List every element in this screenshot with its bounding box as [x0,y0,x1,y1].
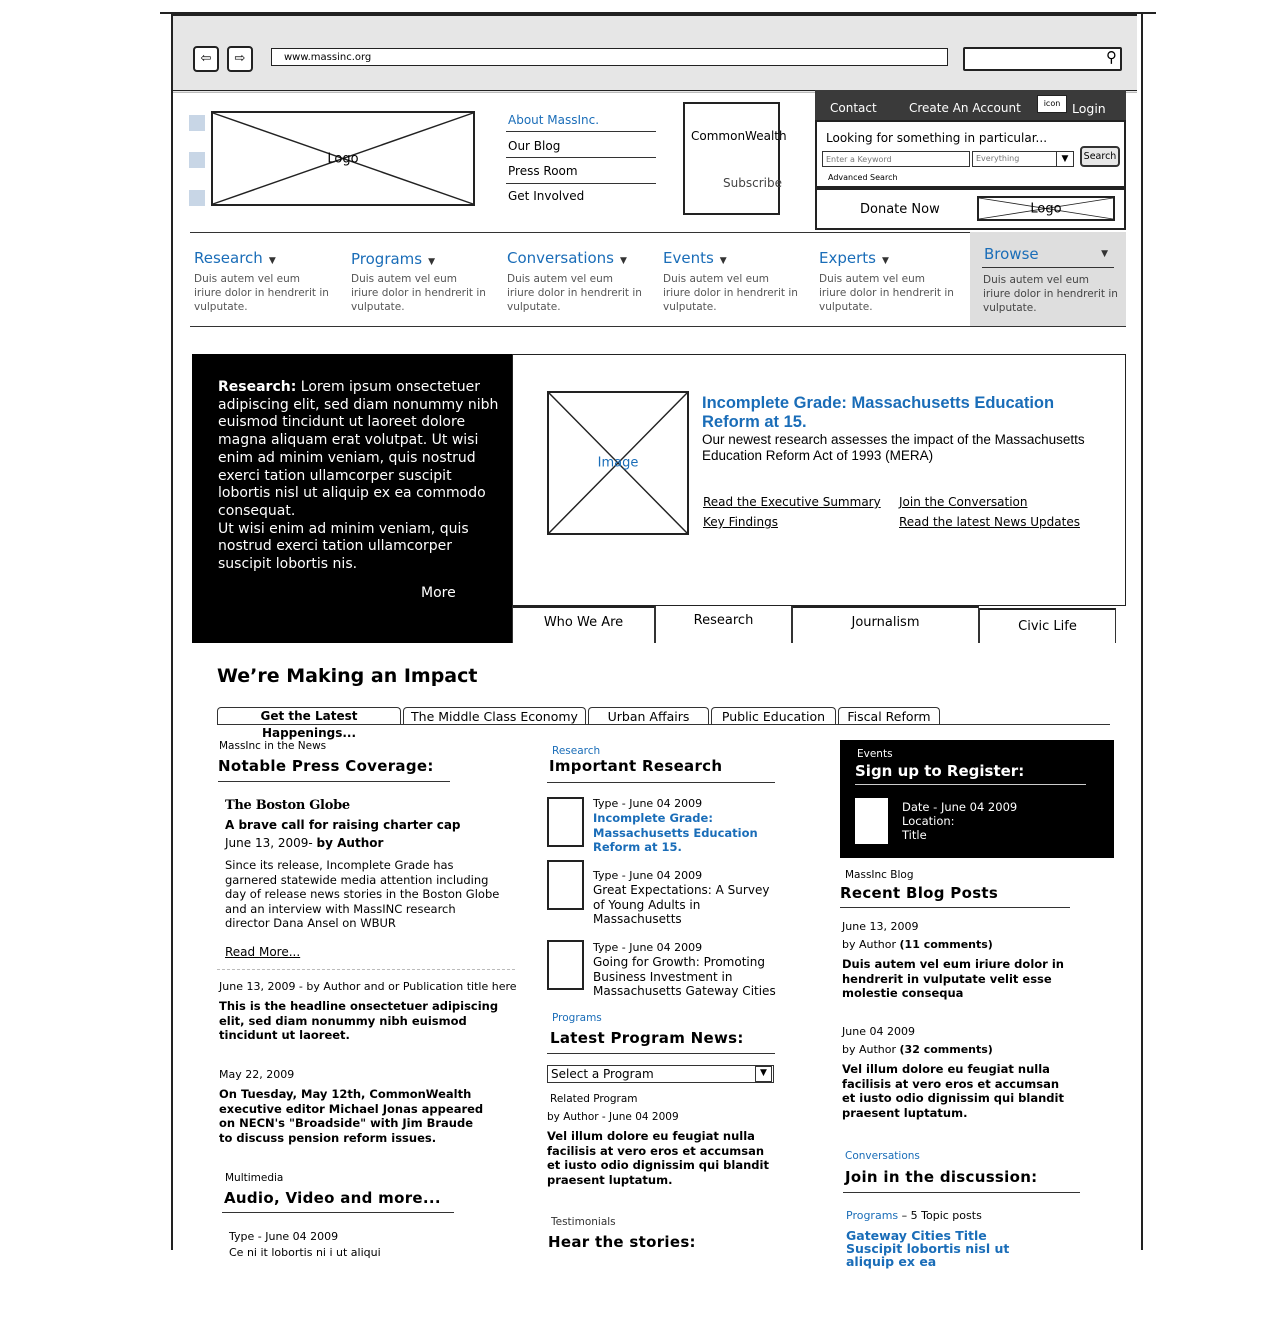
conversation-item[interactable]: Gateway Cities Title Suscipit lobortis nisl ut aliquip ex ea [846,1228,1010,1269]
site-logo[interactable] [211,111,475,206]
chevron-down-icon[interactable]: ▼ [1056,152,1073,166]
research-thumb[interactable] [547,940,584,990]
research-thumb[interactable] [547,797,584,847]
link-about[interactable]: About MassInc. [508,113,600,127]
nav-events-desc: Duis autem vel eum iriure dolor in hendrerit in vulputate. [663,273,798,313]
create-account-link[interactable]: Create An Account [909,101,1021,115]
blog-date: June 13, 2009 [842,920,919,933]
search-prompt: Looking for something in particular... [826,131,1048,145]
programs-underline [547,1053,775,1054]
nav-experts[interactable]: Experts ▼ [819,249,889,267]
link-join-conversation[interactable]: Join the Conversation [899,495,1028,509]
nav-programs[interactable]: Programs ▼ [351,250,436,268]
col1-label: MassInc in the News [219,740,327,752]
research-title[interactable]: Incomplete Grade: Massachusetts Education Reform at 15. [593,811,758,854]
forward-button[interactable]: ⇨ [227,46,253,72]
filter-middle-class-economy[interactable]: The Middle Class Economy [403,707,586,725]
link-key-findings[interactable]: Key Findings [703,515,778,529]
related-program-text[interactable]: Vel illum dolore eu feugiat nulla facilisis at vero eros et accumsan et iusto odio dignissim qui blandit praesent luptatum. [547,1129,769,1187]
col1-title: Notable Press Coverage: [218,757,434,775]
sponsor-logo-label: Logo [1030,201,1062,216]
link-executive-summary[interactable]: Read the Executive Summary [703,495,881,509]
nav-experts-desc: Duis autem vel eum iriure dolor in hendrerit in vulputate. [819,273,954,313]
blog-date: June 04 2009 [842,1025,915,1038]
tab-journalism[interactable]: Journalism [792,606,979,643]
story-title[interactable]: A brave call for raising charter cap [225,818,461,832]
col2-label[interactable]: Research [552,745,601,757]
conversations-title: Join in the discussion: [845,1168,1038,1186]
nav-events[interactable]: Events ▼ [663,249,727,267]
story-meta: June 13, 2009- by Author [225,836,384,850]
research-meta: Type - June 04 2009 [593,869,703,882]
blog-author: by Author (32 comments) [842,1043,993,1056]
blog-underline [840,907,1070,908]
item3-text[interactable]: On Tuesday, May 12th, CommonWealth executive editor Michael Jonas appeared on NECN's "Broadside" with Jim Braude to discuss pension reform issues. [219,1087,484,1145]
nav-programs-desc: Duis autem vel eum iriure dolor in hendrerit in vulputate. [351,273,486,313]
research-title[interactable]: Going for Growth: Promoting Business Investment in Massachusetts Gateway Cities [593,955,776,998]
sponsor-logo[interactable] [977,196,1115,221]
search-icon[interactable]: ⚲ [1106,48,1117,66]
nav-browse-desc: Duis autem vel eum iriure dolor in hendrerit in vulputate. [983,274,1118,314]
col2-title-underline [547,782,775,783]
back-button[interactable]: ⇦ [193,46,219,72]
research-title[interactable]: Great Expectations: A Survey of Young Adults in Massachusetts [593,883,770,926]
nav-top-divider [190,232,970,233]
feature-description: Our newest research assesses the impact of the Massachusetts Education Reform Act of 1993 (MERA) [702,432,1085,463]
research-thumb[interactable] [547,860,584,910]
user-icon: icon [1037,95,1067,113]
conversations-underline [843,1192,1080,1193]
multimedia-underline [222,1212,454,1213]
item2-text[interactable]: This is the headline onsectetuer adipiscing elit, sed diam nonummy nibh euismod tincidunt ut laoreet. [219,999,499,1042]
logo-label: Logo [327,151,359,166]
nav-research[interactable]: Research ▼ [194,249,276,267]
multimedia-cut-text: Ce ni it lobortis ni i ut aliqui [229,1246,381,1259]
testimonials-title: Hear the stories: [548,1233,696,1251]
filter-public-education[interactable]: Public Education [711,707,836,725]
link-press-room[interactable]: Press Room [508,164,578,178]
event-date: Date - June 04 2009 [902,800,1018,814]
font-size-large[interactable] [189,190,205,206]
contact-link[interactable]: Contact [830,101,877,115]
multimedia-title: Audio, Video and more... [224,1189,441,1207]
address-bar[interactable]: www.massinc.org [271,48,948,66]
filter-baseline [217,724,1110,725]
event-title[interactable]: Title [902,828,927,842]
divider [506,183,656,184]
hero-label: Research: [218,379,297,395]
program-select[interactable] [547,1065,774,1083]
chevron-down-icon: ▼ [428,257,436,267]
browser-search-field[interactable] [963,47,1122,71]
commonwealth-title: CommonWealth [691,129,787,143]
tab-civic-life[interactable]: Civic Life [979,608,1116,643]
link-get-involved[interactable]: Get Involved [508,189,585,203]
blog-label: MassInc Blog [845,869,914,881]
filter-fiscal-reform[interactable]: Fiscal Reform [838,707,940,725]
nav-conversations[interactable]: Conversations ▼ [507,249,627,267]
nav-bottom-divider [190,326,1126,327]
subscribe-link[interactable]: Subscribe [723,176,782,190]
browse-underline [982,267,1114,268]
login-link[interactable]: Login [1072,101,1106,116]
filter-urban-affairs[interactable]: Urban Affairs [588,707,709,725]
chevron-down-icon: ▼ [719,256,727,266]
item3-meta: May 22, 2009 [219,1068,295,1081]
events-underline [855,784,1086,785]
nav-research-desc: Duis autem vel eum iriure dolor in hendrerit in vulputate. [194,273,329,313]
chevron-down-icon: ▼ [1101,249,1108,259]
commonwealth-box[interactable] [683,102,787,215]
read-more-link[interactable]: Read More... [225,945,301,959]
font-size-medium[interactable] [189,152,205,168]
link-blog[interactable]: Our Blog [508,139,561,153]
tab-who-we-are[interactable]: Who We Are [512,606,655,643]
scope-select[interactable] [972,151,1074,167]
chevron-down-icon[interactable]: ▼ [755,1066,772,1082]
divider [506,157,656,158]
conversations-meta: Programs – 5 Topic posts [846,1209,982,1222]
research-meta: Type - June 04 2009 [593,941,703,954]
feature-image[interactable] [547,391,689,535]
nav-browse[interactable]: Browse ▼ [984,245,1108,263]
advanced-search-link[interactable]: Advanced Search [828,173,898,182]
link-news-updates[interactable]: Read the latest News Updates [899,515,1080,529]
event-location: Location: [902,814,955,828]
multimedia-label: Multimedia [225,1172,284,1184]
story-body: Since its release, Incomplete Grade has garnered statewide media attention including day of release news stories in the Boston Globe and an interview with MassINC research director Dana Ansel on WBUR [225,858,500,930]
events-label: Events [857,748,893,760]
divider [506,131,656,132]
item2-meta: June 13, 2009 - by Author and or Publication title here [219,980,517,993]
programs-title: Latest Program News: [550,1029,744,1047]
feature-title[interactable]: Incomplete Grade: Massachusetts Education Reform at 15. [702,394,1055,431]
donate-button[interactable]: Donate Now [860,202,940,217]
research-meta: Type - June 04 2009 [593,797,703,810]
scope-value: Everything [976,154,1020,163]
programs-label[interactable]: Programs [552,1012,602,1024]
chevron-down-icon: ▼ [268,256,276,266]
search-button[interactable]: Search [1080,146,1120,167]
event-thumb[interactable] [855,798,888,844]
conversations-label[interactable]: Conversations [845,1150,920,1162]
filter-latest-happenings[interactable]: Get the Latest Happenings... [217,707,401,725]
boston-globe-logo: The Boston Globe [225,798,350,813]
events-title: Sign up to Register: [855,762,1025,780]
multimedia-meta: Type - June 04 2009 [229,1230,339,1243]
blog-title: Recent Blog Posts [840,884,999,902]
blog-post-text[interactable]: Duis autem vel eum iriure dolor in hendrerit in vulputate velit esse molestie consequa [842,957,1064,1000]
impact-title: We’re Making an Impact [217,665,478,687]
chevron-down-icon: ▼ [620,256,627,266]
hero-text [218,379,503,574]
testimonials-label: Testimonials [551,1216,616,1228]
related-program-label: Related Program [550,1093,638,1105]
keyword-input[interactable]: Enter a Keyword [822,151,970,167]
col1-title-underline [218,781,450,782]
blog-author: by Author (11 comments) [842,938,993,951]
hero-more-link[interactable]: More [421,585,456,601]
blog-post-text[interactable]: Vel illum dolore eu feugiat nulla facilisis at vero eros et accumsan et iusto odio dignissim qui blandit praesent luptatum. [842,1062,1064,1120]
tab-research[interactable]: Research [655,606,792,643]
font-size-small[interactable] [189,115,205,131]
col2-title: Important Research [549,757,723,775]
hero-body-2: Ut wisi enim ad minim veniam, quis nostrud exerci tation ullamcorper suscipit lobortis nis. [218,520,469,573]
nav-conversations-desc: Duis autem vel eum iriure dolor in hendrerit in vulputate. [507,273,642,313]
hero-body: Lorem ipsum onsectetuer adipiscing elit, sed diam nonummy nibh euismod tincidunt ut laoreet dolore magna aliquam erat volutpat. Ut wisi enim ad minim veniam, quis nostrud exerci tation ullamcorper suscipit lobortis nisl ut aliquip ex ea commodo consequat. [218,379,499,519]
related-program-meta: by Author - June 04 2009 [547,1111,679,1123]
feature-image-label: Image [597,455,639,471]
program-select-value: Select a Program [551,1067,654,1081]
chevron-down-icon: ▼ [881,256,889,266]
dashed-divider [217,969,515,970]
